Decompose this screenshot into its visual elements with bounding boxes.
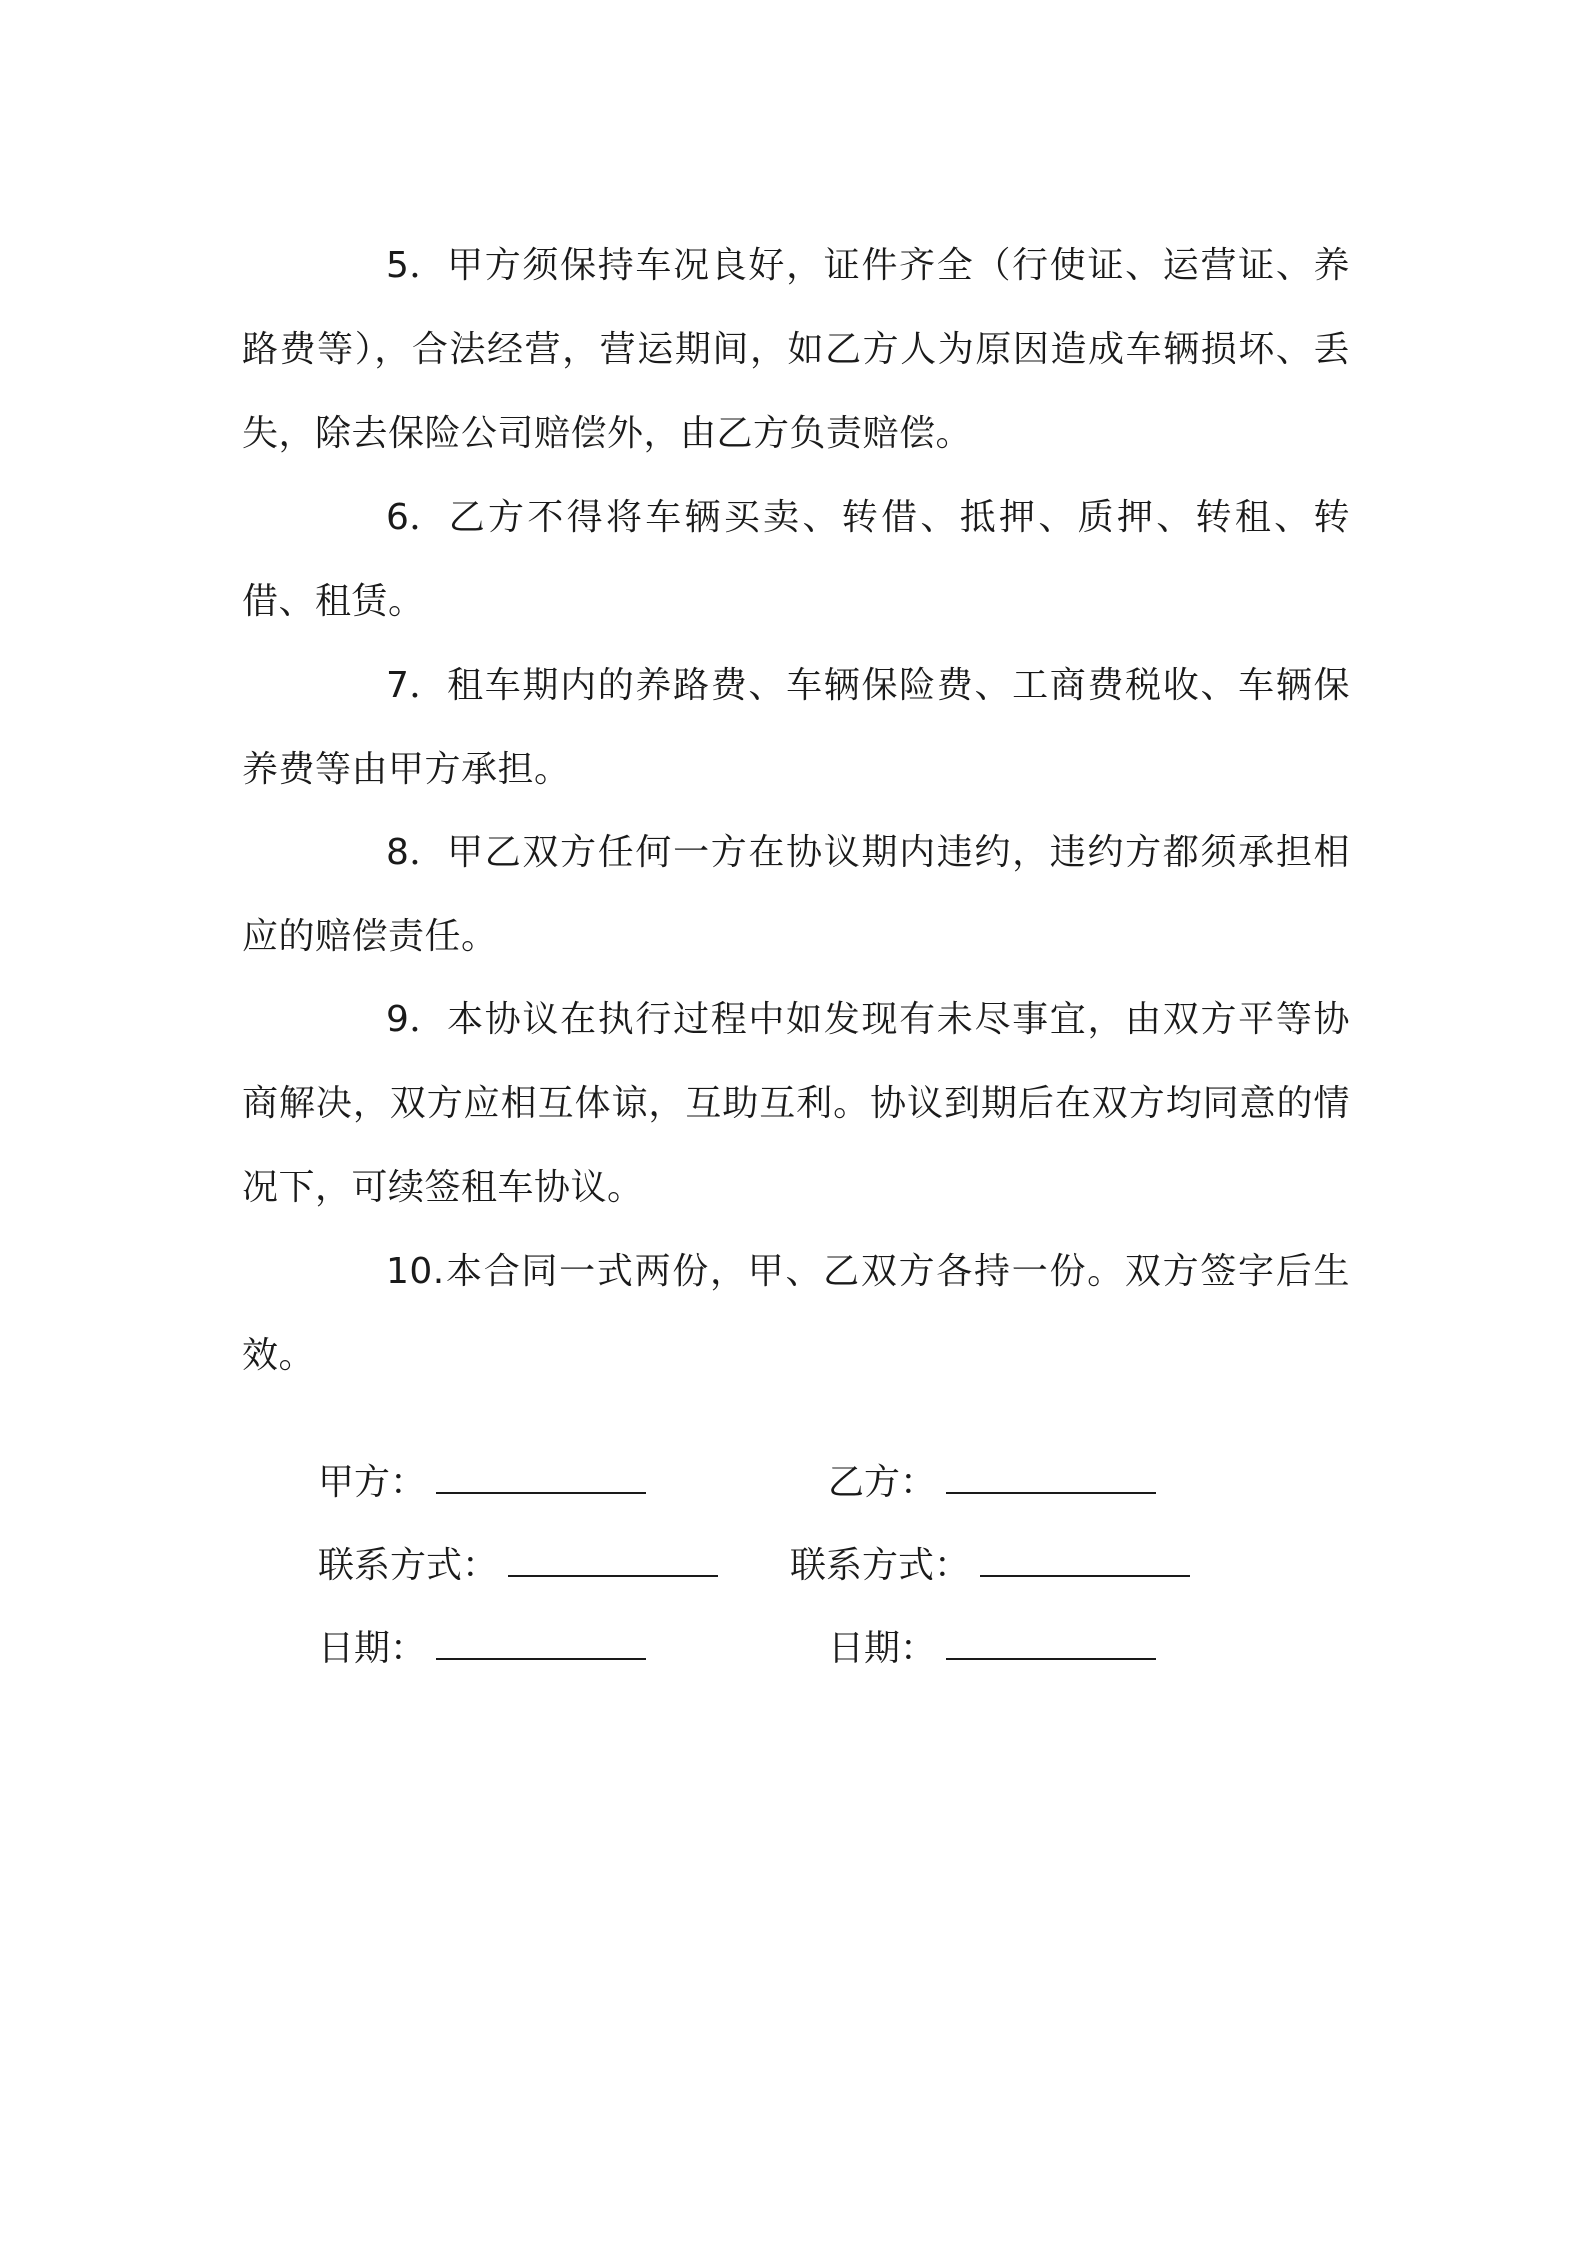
- clause-10: [242, 1230, 1350, 1398]
- clause-text: 乙方不得将车辆买卖、转借、抵押、质押、转租、转借、租赁。: [242, 497, 1350, 622]
- party-b-contact-label: 联系方式：: [790, 1545, 971, 1586]
- party-b-date-row: [828, 1624, 1156, 1674]
- clause-number: 10.: [386, 1251, 445, 1292]
- party-a-contact-label: 联系方式：: [318, 1545, 499, 1586]
- party-a-contact-blank[interactable]: [508, 1545, 718, 1577]
- party-a-contact-row: [318, 1541, 718, 1591]
- clause-9: [242, 978, 1350, 1230]
- party-a-label: 甲方：: [318, 1462, 427, 1503]
- party-a-date-label: 日期：: [318, 1628, 427, 1669]
- party-b-contact-blank[interactable]: [980, 1545, 1190, 1577]
- clause-text: 租车期内的养路费、车辆保险费、工商费税收、车辆保养费等由甲方承担。: [242, 665, 1350, 790]
- party-a-date-blank[interactable]: [436, 1628, 646, 1660]
- clause-number: 9．: [386, 999, 446, 1040]
- party-b-date-label: 日期：: [828, 1628, 937, 1669]
- party-a-blank[interactable]: [436, 1462, 646, 1494]
- clause-text: 本合同一式两份，甲、乙双方各持一份。双方签字后生效。: [242, 1251, 1350, 1376]
- party-b-contact-row: [790, 1541, 1190, 1591]
- clause-8: [242, 811, 1350, 979]
- clause-number: 8．: [386, 832, 446, 873]
- clause-number: 6．: [386, 497, 446, 538]
- clause-5: [242, 224, 1350, 476]
- party-b-blank[interactable]: [946, 1462, 1156, 1494]
- party-b-signature-row: [828, 1458, 1156, 1508]
- clause-text: 本协议在执行过程中如发现有未尽事宜，由双方平等协商解决，双方应相互体谅，互助互利。协议到期后在双方均同意的情况下，可续签租车协议。: [242, 999, 1350, 1208]
- party-a-date-row: [318, 1624, 646, 1674]
- clause-number: 7．: [386, 665, 446, 706]
- party-b-label: 乙方：: [828, 1462, 937, 1503]
- clause-text: 甲乙双方任何一方在协议期内违约，违约方都须承担相应的赔偿责任。: [242, 832, 1350, 957]
- clause-7: [242, 644, 1350, 812]
- party-a-signature-row: [318, 1458, 646, 1508]
- clause-6: [242, 476, 1350, 644]
- clause-text: 甲方须保持车况良好，证件齐全（行使证、运营证、养路费等），合法经营，营运期间，如乙方人为原因造成车辆损坏、丢失，除去保险公司赔偿外，由乙方负责赔偿。: [242, 245, 1350, 454]
- party-b-date-blank[interactable]: [946, 1628, 1156, 1660]
- clause-number: 5．: [386, 245, 446, 286]
